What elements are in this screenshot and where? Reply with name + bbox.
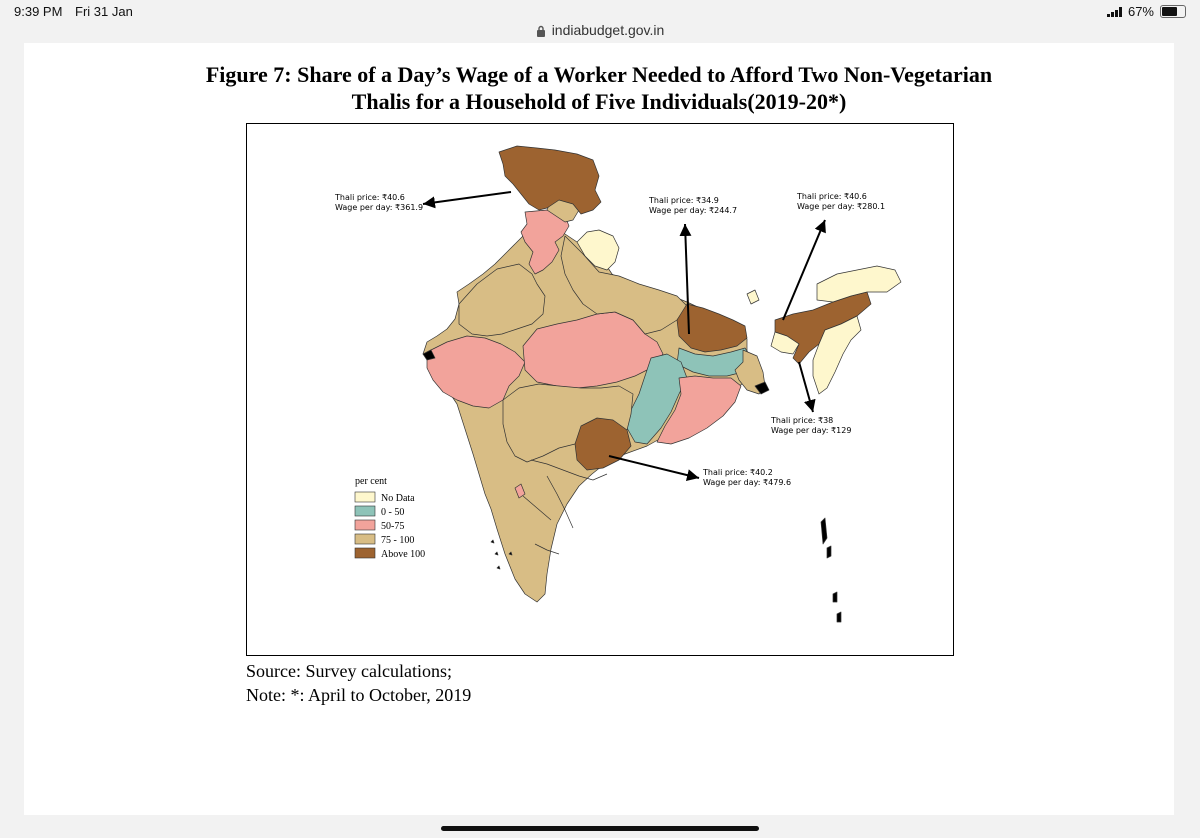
status-bar bbox=[0, 0, 1200, 24]
callout-arrow-assam bbox=[783, 220, 825, 320]
legend-label: No Data bbox=[381, 493, 415, 504]
legend-swatch bbox=[355, 548, 375, 558]
region-jammu-kashmir bbox=[499, 146, 601, 214]
lock-icon bbox=[536, 25, 546, 37]
legend-label: 50-75 bbox=[381, 521, 405, 532]
battery-percent: 67% bbox=[1127, 4, 1154, 19]
source-text: Source: Survey calculations; bbox=[246, 661, 452, 681]
callout-wage-bihar: Wage per day: ₹244.7 bbox=[649, 206, 738, 215]
callout-wage-assam: Wage per day: ₹280.1 bbox=[797, 202, 886, 211]
legend-swatch bbox=[355, 534, 375, 544]
status-indicators bbox=[1107, 4, 1186, 19]
legend-swatch bbox=[355, 492, 375, 502]
callout-price-telangana: Thali price: ₹40.2 bbox=[703, 468, 773, 477]
callout-wage-jk: Wage per day: ₹361.9 bbox=[335, 203, 424, 212]
figure-footnotes bbox=[246, 659, 471, 707]
figure-title bbox=[24, 61, 1174, 115]
region-sikkim bbox=[747, 290, 759, 304]
region-andaman-islands bbox=[821, 518, 841, 622]
map-legend bbox=[355, 476, 425, 560]
figure-title-line-1: Figure 7: Share of a Day’s Wage of a Worker Needed to Afford Two Non-Vegetarian bbox=[205, 62, 993, 87]
map-frame bbox=[246, 123, 954, 656]
legend-title: per cent bbox=[355, 476, 387, 487]
address-bar[interactable] bbox=[0, 22, 1200, 42]
callout-price-assam: Thali price: ₹40.6 bbox=[797, 192, 867, 201]
india-map bbox=[247, 124, 953, 655]
figure-title-line-2: Thalis for a Household of Five Individuals(2019-20*) bbox=[351, 89, 847, 114]
document-page bbox=[24, 43, 1174, 815]
callout-wage-telangana: Wage per day: ₹479.6 bbox=[703, 478, 792, 487]
legend-label: Above 100 bbox=[381, 549, 426, 560]
legend-label: 0 - 50 bbox=[381, 507, 405, 518]
callout-price-bihar: Thali price: ₹34.9 bbox=[649, 196, 719, 205]
callout-price-ne: Thali price: ₹38 bbox=[771, 416, 834, 425]
legend-swatch bbox=[355, 520, 375, 530]
legend-label: 75 - 100 bbox=[381, 535, 415, 546]
note-text: Note: *: April to October, 2019 bbox=[246, 685, 472, 705]
status-time: 9:39 PM bbox=[14, 4, 63, 19]
battery-level bbox=[1162, 7, 1177, 16]
callout-arrow-telangana bbox=[609, 456, 699, 478]
callout-arrow-ne bbox=[799, 362, 813, 412]
callout-price-jk: Thali price: ₹40.6 bbox=[335, 193, 405, 202]
callout-wage-ne: Wage per day: ₹129 bbox=[771, 426, 852, 435]
url-text[interactable]: indiabudget.gov.in bbox=[551, 22, 665, 38]
home-indicator[interactable] bbox=[441, 826, 759, 831]
callout-arrow-jk bbox=[423, 192, 511, 204]
battery-icon bbox=[1160, 5, 1186, 18]
status-date: Fri 31 Jan bbox=[75, 4, 133, 19]
legend-swatch bbox=[355, 506, 375, 516]
signal-icon bbox=[1107, 7, 1122, 17]
